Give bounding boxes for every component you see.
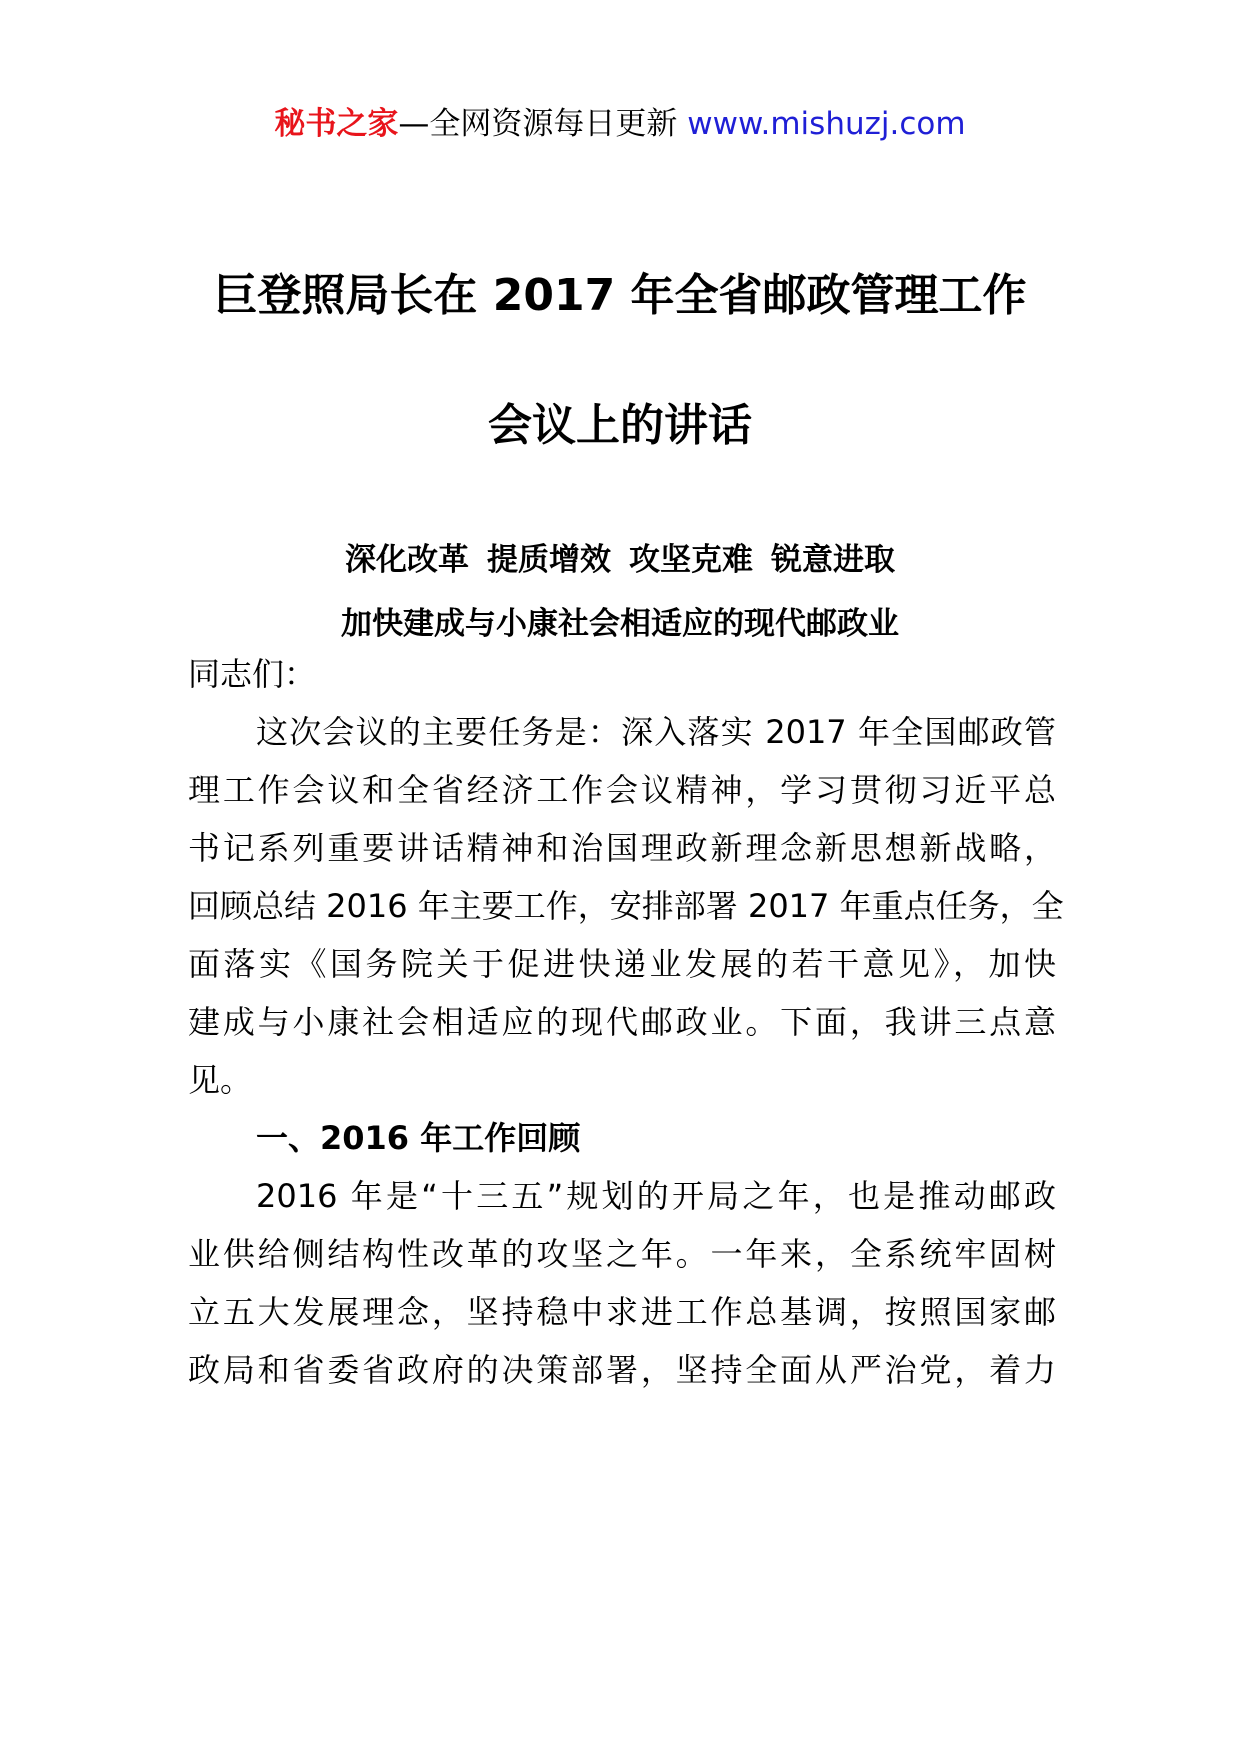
paragraph-line: 见。 <box>188 1061 253 1099</box>
subtitle-phrase: 锐意进取 <box>771 542 895 578</box>
subtitle-slogans <box>0 538 1240 582</box>
paragraph-line: 回顾总结 2016 年主要工作，安排部署 2017 年重点任务，全 <box>188 887 1064 925</box>
paragraph-line: 书记系列重要讲话精神和治国理政新理念新思想新战略， <box>188 829 1056 867</box>
paragraph-line: 业供给侧结构性改革的攻坚之年。一年来，全系统牢固树 <box>188 1235 1056 1273</box>
subtitle-phrase: 攻坚克难 <box>629 542 753 578</box>
paragraph-line: 政局和省委省政府的决策部署，坚持全面从严治党，着力 <box>188 1351 1056 1389</box>
paragraph-line: 这次会议的主要任务是：深入落实 2017 年全国邮政管 <box>256 713 1056 751</box>
subtitle-line-2: 加快建成与小康社会相适应的现代邮政业 <box>341 606 899 642</box>
site-url-link[interactable]: www.mishuzj.com <box>687 106 966 142</box>
site-banner <box>0 100 1240 148</box>
subtitle-phrase: 提质增效 <box>487 542 611 578</box>
paragraph-line: 立五大发展理念，坚持稳中求进工作总基调，按照国家邮 <box>188 1293 1056 1331</box>
document-title-line-1: 巨登照局长在 2017 年全省邮政管理工作 <box>213 270 1027 321</box>
greeting: 同志们： <box>188 655 317 693</box>
section-heading: 一、2016 年工作回顾 <box>256 1119 581 1157</box>
brand-name: 秘书之家 <box>274 106 399 142</box>
banner-slogan: —全网资源每日更新 <box>398 106 678 142</box>
paragraph-line: 2016 年是“十三五”规划的开局之年，也是推动邮政 <box>256 1177 1056 1215</box>
paragraph-line: 理工作会议和全省经济工作会议精神，学习贯彻习近平总 <box>188 771 1056 809</box>
paragraph-line: 建成与小康社会相适应的现代邮政业。下面，我讲三点意 <box>188 1003 1056 1041</box>
document-title-line-2: 会议上的讲话 <box>488 400 752 451</box>
subtitle-phrase: 深化改革 <box>345 542 469 578</box>
paragraph-line: 面落实《国务院关于促进快递业发展的若干意见》，加快 <box>188 945 1056 983</box>
